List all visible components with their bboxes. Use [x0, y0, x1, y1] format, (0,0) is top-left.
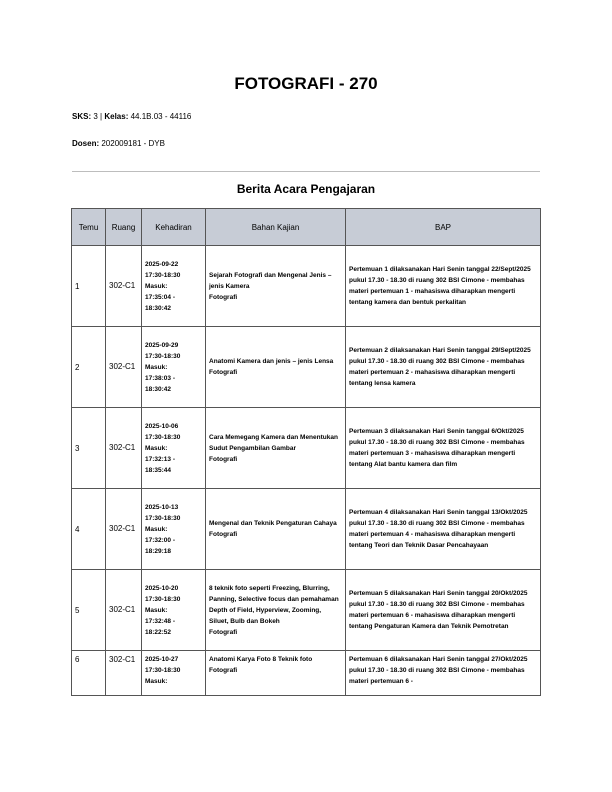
kehadiran-line: 18:30:42: [145, 304, 172, 312]
cell-bahan-kajian: [206, 246, 346, 327]
cell-kehadiran: [142, 327, 206, 408]
course-meta-line: [72, 112, 191, 121]
kehadiran-line: Masuk:: [145, 282, 168, 290]
cell-bap: Pertemuan 2 dilaksanakan Hari Senin tanggal 29/Sept/2025 pukul 17.30 - 18.30 di ruang 302 BSI Cimone - membahas materi pertemuan 2 - mahasiswa diharapkan mengerti tentang lensa kamera: [346, 327, 541, 408]
kehadiran-line: 2025-09-29: [145, 341, 179, 349]
kehadiran-line: 17:30-18:30: [145, 595, 181, 603]
lecturer-line: [72, 139, 165, 148]
table-row: [72, 408, 541, 489]
kehadiran-line: Masuk:: [145, 606, 168, 614]
bahan-kajian-line: Sejarah Fotografi dan Mengenal Jenis – jenis Kamera: [209, 271, 332, 290]
header-temu: Temu: [72, 209, 106, 246]
bahan-kajian-line: 8 teknik foto seperti Freezing, Blurring, Panning, Selective focus dan pemahaman Depth of Field, Hyperview, Zooming, Siluet, Bulb dan Bokeh: [209, 584, 339, 625]
cell-bap: Pertemuan 6 dilaksanakan Hari Senin tanggal 27/Okt/2025 pukul 17.30 - 18.30 di ruang 302 BSI Cimone - membahas materi pertemuan 6 -: [346, 651, 541, 696]
kehadiran-line: Masuk:: [145, 525, 168, 533]
cell-bahan-kajian: [206, 327, 346, 408]
cell-kehadiran: [142, 408, 206, 489]
teaching-report-table: [71, 208, 541, 696]
kehadiran-line: 2025-10-20: [145, 584, 179, 592]
cell-temu: 6: [72, 651, 106, 696]
kehadiran-line: 17:30-18:30: [145, 433, 181, 441]
kehadiran-line: 2025-10-06: [145, 422, 179, 430]
cell-ruang: 302-C1: [106, 570, 142, 651]
cell-kehadiran: [142, 651, 206, 696]
kehadiran-line: Masuk:: [145, 678, 168, 685]
header-bahan-kajian: Bahan Kajian: [206, 209, 346, 246]
kelas-value: 44.1B.03 - 44116: [130, 112, 192, 121]
sks-value: 3 |: [93, 112, 105, 121]
kehadiran-line: 17:30-18:30: [145, 352, 181, 360]
kehadiran-line: 17:32:00 -: [145, 536, 175, 544]
cell-bahan-kajian: [206, 489, 346, 570]
bahan-kajian-line: Fotografi: [209, 455, 238, 463]
cell-temu: 5: [72, 570, 106, 651]
kehadiran-line: 18:29:18: [145, 547, 172, 555]
bahan-kajian-line: Fotografi: [209, 628, 238, 636]
kehadiran-line: 17:32:48 -: [145, 617, 175, 625]
bahan-kajian-line: Fotografi: [209, 369, 238, 376]
cell-bap: Pertemuan 3 dilaksanakan Hari Senin tanggal 6/Okt/2025 pukul 17.30 - 18.30 di ruang 302 BSI Cimone - membahas materi pertemuan 3 - mahasiswa diharapkan mengerti tentang Alat bantu kamera dan film: [346, 408, 541, 489]
cell-ruang: 302-C1: [106, 327, 142, 408]
dosen-label: Dosen:: [72, 139, 100, 148]
cell-bap: Pertemuan 4 dilaksanakan Hari Senin tanggal 13/Okt/2025 pukul 17.30 - 18.30 di ruang 302 BSI Cimone - membahas materi pertemuan 4 - mahasiswa diharapkan mengerti tentang Teori dan Teknik Dasar Pencahayaan: [346, 489, 541, 570]
cell-temu: 2: [72, 327, 106, 408]
sks-label: SKS:: [72, 112, 92, 121]
kehadiran-line: 17:30-18:30: [145, 514, 181, 522]
cell-bahan-kajian: [206, 570, 346, 651]
kehadiran-line: 2025-09-22: [145, 260, 179, 268]
kehadiran-line: 2025-10-27: [145, 656, 179, 663]
table-row: [72, 651, 541, 696]
table-row: [72, 246, 541, 327]
bahan-kajian-line: Fotografi: [209, 293, 238, 301]
section-title: Berita Acara Pengajaran: [236, 182, 376, 196]
header-ruang: Ruang: [106, 209, 142, 246]
cell-kehadiran: [142, 570, 206, 651]
cell-ruang: 302-C1: [106, 408, 142, 489]
cell-ruang: 302-C1: [106, 651, 142, 696]
kehadiran-line: 17:38:03 -: [145, 374, 175, 382]
kehadiran-line: Masuk:: [145, 363, 168, 371]
kehadiran-line: 18:30:42: [145, 385, 172, 393]
bahan-kajian-line: Anatomi Karya Foto 8 Teknik foto: [209, 656, 313, 663]
bahan-kajian-line: Mengenal dan Teknik Pengaturan Cahaya: [209, 520, 337, 527]
bahan-kajian-line: Fotografi: [209, 667, 238, 674]
dosen-value: 202009181 - DYB: [101, 139, 165, 148]
kehadiran-line: Masuk:: [145, 444, 168, 452]
cell-kehadiran: [142, 246, 206, 327]
cell-ruang: 302-C1: [106, 489, 142, 570]
cell-temu: 4: [72, 489, 106, 570]
kehadiran-line: 2025-10-13: [145, 503, 179, 511]
kehadiran-line: 17:30-18:30: [145, 667, 181, 674]
table-row: [72, 489, 541, 570]
divider: [72, 171, 540, 172]
kelas-label: Kelas:: [104, 112, 129, 121]
cell-temu: 1: [72, 246, 106, 327]
cell-bap: Pertemuan 5 dilaksanakan Hari Senin tanggal 20/Okt/2025 pukul 17.30 - 18.30 di ruang 302 BSI Cimone - membahas materi pertemuan 6 - mahasiswa diharapkan mengerti tentang Pengaturan Kamera dan Teknik Pemotretan: [346, 570, 541, 651]
bahan-kajian-line: Fotografi: [209, 531, 238, 538]
bahan-kajian-line: Anatomi Kamera dan jenis – jenis Lensa: [209, 358, 334, 365]
cell-temu: 3: [72, 408, 106, 489]
kehadiran-line: 17:32:13 -: [145, 455, 175, 463]
table-row: [72, 327, 541, 408]
cell-bahan-kajian: [206, 651, 346, 696]
cell-kehadiran: [142, 489, 206, 570]
header-bap: BAP: [346, 209, 541, 246]
bahan-kajian-line: Cara Memegang Kamera dan Menentukan Sudut Pengambilan Gambar: [209, 433, 338, 452]
cell-bahan-kajian: [206, 408, 346, 489]
cell-bap: Pertemuan 1 dilaksanakan Hari Senin tanggal 22/Sept/2025 pukul 17.30 - 18.30 di ruang 302 BSI Cimone - membahas materi pertemuan 1 - mahasiswa diharapkan mengerti tentang kamera dan bentuk perkalitan: [346, 246, 541, 327]
kehadiran-line: 17:35:04 -: [145, 293, 175, 301]
header-kehadiran: Kehadiran: [142, 209, 206, 246]
kehadiran-line: 17:30-18:30: [145, 271, 181, 279]
table-header-row: [72, 209, 541, 246]
cell-ruang: 302-C1: [106, 246, 142, 327]
course-title: FOTOGRAFI - 270: [234, 74, 378, 93]
kehadiran-line: 18:22:52: [145, 628, 172, 636]
table-row: [72, 570, 541, 651]
kehadiran-line: 18:35:44: [145, 466, 172, 474]
